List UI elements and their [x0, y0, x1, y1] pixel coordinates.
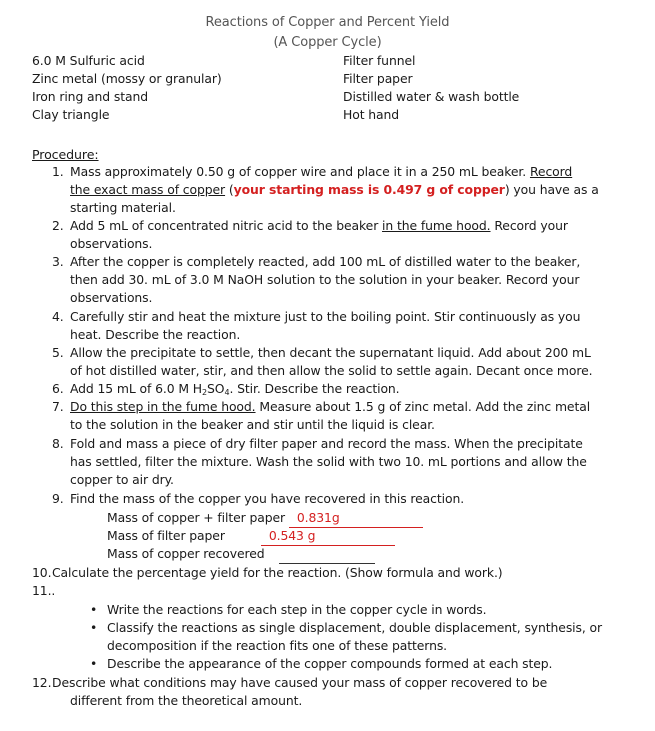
- material-left-2: Zinc metal (mossy or granular): [32, 71, 222, 86]
- step-3-line-2: then add 30. mL of 3.0 M NaOH solution to the solution in your beaker. Record your: [70, 272, 580, 287]
- step-4-number: 4.: [52, 309, 64, 324]
- step-9-line-1: Find the mass of the copper you have recovered in this reaction.: [70, 491, 465, 506]
- copper-recovered-blank[interactable]: [279, 545, 375, 564]
- material-right-1: Filter funnel: [343, 53, 416, 68]
- step-11-bullet-3: Describe the appearance of the copper compounds formed at each step.: [107, 656, 553, 671]
- step-11-number: 11..: [32, 583, 56, 598]
- step-5-line-2: of hot distilled water, stir, and then allow the solid to settle again. Decant once more.: [70, 363, 593, 378]
- step-8-line-3: copper to air dry.: [70, 472, 174, 487]
- step-3-number: 3.: [52, 254, 64, 269]
- step-8-line-1: Fold and mass a piece of dry filter paper and record the mass. When the precipitate: [70, 436, 583, 451]
- step-12-line-1: Describe what conditions may have caused your mass of copper recovered to be: [52, 675, 548, 690]
- step-10-line-1: Calculate the percentage yield for the reaction. (Show formula and work.): [52, 565, 503, 580]
- step-7-line-1: Do this step in the fume hood. Measure about 1.5 g of zinc metal. Add the zinc metal: [70, 399, 591, 414]
- document-title: Reactions of Copper and Percent Yield: [205, 15, 450, 30]
- step-1-line-1: Mass approximately 0.50 g of copper wire and place it in a 250 mL beaker. Record: [70, 164, 573, 179]
- material-left-3: Iron ring and stand: [32, 89, 149, 104]
- bullet-icon: •: [90, 620, 98, 635]
- material-right-4: Hot hand: [343, 107, 400, 122]
- step-5-number: 5.: [52, 345, 64, 360]
- step-7-number: 7.: [52, 399, 64, 414]
- material-right-3: Distilled water & wash bottle: [343, 89, 520, 104]
- copper-plus-filter-row: Mass of copper + filter paper 0.831g: [107, 509, 423, 528]
- step-5-line-1: Allow the precipitate to settle, then decant the supernatant liquid. Add about 200 mL: [70, 345, 591, 360]
- step-8-number: 8.: [52, 436, 64, 451]
- step-2-number: 2.: [52, 218, 64, 233]
- step-3-line-1: After the copper is completely reacted, add 100 mL of distilled water to the beaker,: [70, 254, 581, 269]
- step-4-line-1: Carefully stir and heat the mixture just to the boiling point. Stir continuously as you: [70, 309, 581, 324]
- step-1-line-2: the exact mass of copper (your starting mass is 0.497 g of copper) you have as a: [70, 182, 599, 197]
- step-9-number: 9.: [52, 491, 64, 506]
- bullet-icon: •: [90, 656, 98, 671]
- step-8-line-2: has settled, filter the mixture. Wash the solid with two 10. mL portions and allow the: [70, 454, 587, 469]
- step-11-bullet-2-line-2: decomposition if the reaction fits one of these patterns.: [107, 638, 448, 653]
- material-left-4: Clay triangle: [32, 107, 110, 122]
- step-11-bullet-2-line-1: Classify the reactions as single displacement, double displacement, synthesis, or: [107, 620, 603, 635]
- step-1-line-3: starting material.: [70, 200, 176, 215]
- starting-mass-note: your starting mass is 0.497 g of copper: [233, 182, 505, 197]
- step-2-line-2: observations.: [70, 236, 153, 251]
- step-12-number: 12.: [32, 675, 52, 690]
- material-right-2: Filter paper: [343, 71, 413, 86]
- step-3-line-3: observations.: [70, 290, 153, 305]
- step-4-line-2: heat. Describe the reaction.: [70, 327, 241, 342]
- step-1-number: 1.: [52, 164, 64, 179]
- filter-paper-row: Mass of filter paper 0.543 g: [107, 527, 395, 546]
- step-7-line-2: to the solution in the beaker and stir until the liquid is clear.: [70, 417, 435, 432]
- step-12-line-2: different from the theoretical amount.: [70, 693, 303, 708]
- step-10-number: 10.: [32, 565, 52, 580]
- bullet-icon: •: [90, 602, 98, 617]
- filter-paper-value: 0.543 g: [268, 528, 316, 543]
- document-subtitle: (A Copper Cycle): [273, 35, 382, 50]
- material-left-1: 6.0 M Sulfuric acid: [32, 53, 145, 68]
- procedure-heading: Procedure:: [32, 147, 99, 162]
- step-6-line-1: Add 15 mL of 6.0 M $H_2SO_4$. Stir. Describe the reaction.: [70, 381, 400, 397]
- copper-plus-filter-value: 0.831g: [296, 510, 340, 525]
- step-6-number: 6.: [52, 381, 64, 396]
- step-2-line-1: Add 5 mL of concentrated nitric acid to the beaker in the fume hood. Record your: [70, 218, 568, 233]
- copper-recovered-row: Mass of copper recovered: [107, 545, 375, 564]
- step-11-bullet-1: Write the reactions for each step in the copper cycle in words.: [107, 602, 487, 617]
